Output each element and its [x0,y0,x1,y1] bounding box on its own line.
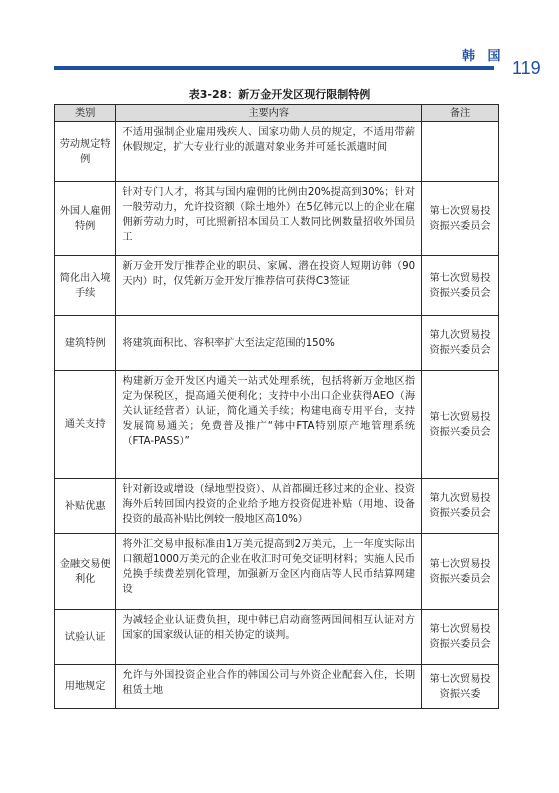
column-header-note: 备注 [422,105,499,122]
row-content: 将建筑面积比、容积率扩大至法定范围的150% [116,316,422,371]
row-note: 第九次贸易投资振兴委员会 [422,316,499,371]
row-note: 第七次贸易投资振兴委员会 [422,256,499,316]
table-row [55,316,499,371]
row-category: 劳动规定特例 [55,122,116,182]
table-row [55,479,499,534]
row-content: 新万金开发厅推荐企业的职员、家属、潜在投资人短期访韩（90天内）时，仅凭新万金开发厅推荐信可获得C3签证 [116,256,422,316]
row-note: 第九次贸易投资振兴委员会 [422,479,499,534]
row-category: 外国人雇佣特例 [55,182,116,256]
row-category: 简化出入境手续 [55,256,116,316]
table-row [55,371,499,479]
row-content: 构建新万金开发区内通关一站式处理系统，包括将新万金地区指定为保税区，提高通关便利化；支持中小出口企业获得AEO（海关认证经营者）认证，简化通关手续；构建电商专用平台，支持发展简易通关；免费普及推广“韩中FTA特别原产地管理系统（FTA-PASS）” [116,371,422,479]
row-content: 不适用强制企业雇用残疾人、国家功勋人员的规定，不适用带薪休假规定，扩大专业行业的派遣对象业务并可延长派遣时间 [116,122,422,182]
row-note: 第七次贸易投资振兴委员会 [422,371,499,479]
row-content: 针对新设或增设（绿地型投资）、从首都圈迁移过来的企业、投资海外后转回国内投资的企业给予地方投资促进补贴（用地、设备投资的最高补贴比例较一般地区高10%） [116,479,422,534]
row-note: 第七次贸易投资振兴委员会 [422,182,499,256]
row-category: 补贴优惠 [55,479,116,534]
table-title: 表3-28：新万金开发区现行限制特例 [188,88,371,101]
running-header-country: 韩 国 [462,49,505,64]
page-number: 119 [512,58,541,78]
row-note [422,122,499,182]
row-note: 第七次贸易投资振兴委员会 [422,534,499,610]
row-content: 针对专门人才，将其与国内雇佣的比例由20%提高到30%；针对一般劳动力，允许投资额（除土地外）在5亿韩元以上的企业在雇佣新劳动力时，可比照新招本国员工人数同比例数量招收外国员工 [116,182,422,256]
row-category: 试验认证 [55,610,116,665]
row-category: 通关支持 [55,371,116,479]
header-rule [54,66,494,70]
row-note: 第七次贸易投资振兴委员会 [422,610,499,665]
policy-table [54,104,499,709]
table-row [55,610,499,665]
row-category: 用地规定 [55,665,116,709]
row-content: 为减轻企业认证费负担，现中韩已启动商签两国间相互认证对方国家的国家级认证的相关协定的谈判。 [116,610,422,665]
table-row [55,182,499,256]
table-row [55,665,499,709]
row-note: 第七次贸易投资振兴委 [422,665,499,709]
table-row [55,256,499,316]
table-row [55,534,499,610]
table-header-row [55,105,499,122]
row-category: 金融交易便利化 [55,534,116,610]
table-row [55,122,499,182]
column-header-category: 类别 [55,105,116,122]
row-content: 将外汇交易申报标准由1万美元提高到2万美元，上一年度实际出口额超1000万美元的企业在收汇时可免交证明材料；实施人民币兑换手续费差别化管理，加强新万金区内商店等人民币结算网建设 [116,534,422,610]
row-content: 允许与外国投资企业合作的韩国公司与外资企业配套入住，长期租赁土地 [116,665,422,709]
column-header-content: 主要内容 [116,105,422,122]
row-category: 建筑特例 [55,316,116,371]
